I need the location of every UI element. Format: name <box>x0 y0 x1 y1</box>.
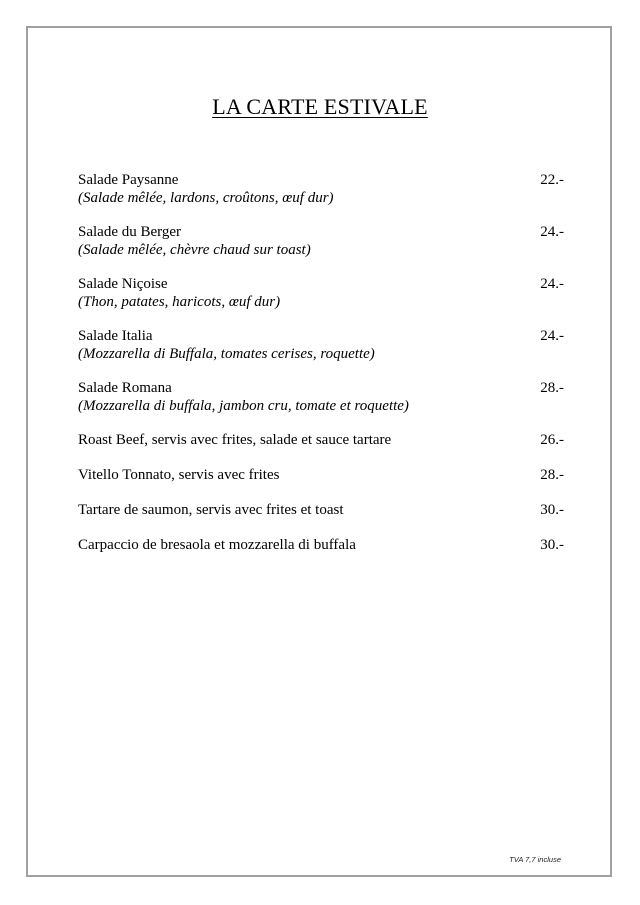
menu-item-salade-nicoise <box>78 275 564 311</box>
item-price: 26.- <box>540 432 564 448</box>
item-name: Carpaccio de bresaola et mozzarella di buffala <box>78 537 356 553</box>
item-name: Tartare de saumon, servis avec frites et toast <box>78 502 344 518</box>
menu-item-carpaccio <box>78 536 564 554</box>
menu-item-salade-romana <box>78 379 564 415</box>
item-name: Salade Italia <box>78 328 153 344</box>
item-description: (Mozzarella di buffala, jambon cru, tomate et roquette) <box>78 398 409 414</box>
item-price: 22.- <box>540 172 564 188</box>
item-description: (Mozzarella di Buffala, tomates cerises, roquette) <box>78 346 375 362</box>
item-price: 24.- <box>540 328 564 344</box>
menu-item-tartare-de-saumon <box>78 501 564 519</box>
item-price: 28.- <box>540 467 564 483</box>
menu-title: LA CARTE ESTIVALE <box>212 94 428 119</box>
menu-item-salade-italia <box>78 327 564 363</box>
item-price: 24.- <box>540 276 564 292</box>
menu-item-salade-paysanne <box>78 171 564 207</box>
item-name: Vitello Tonnato, servis avec frites <box>78 467 280 483</box>
menu-item-salade-du-berger <box>78 223 564 259</box>
vat-footnote: TVA 7,7 incluse <box>509 855 561 864</box>
item-name: Salade du Berger <box>78 224 182 240</box>
item-description: (Salade mêlée, lardons, croûtons, œuf dur) <box>78 190 334 206</box>
item-name: Salade Romana <box>78 380 172 396</box>
menu-item-vitello-tonnato <box>78 466 564 484</box>
item-name: Salade Paysanne <box>78 172 179 188</box>
item-price: 30.- <box>540 537 564 553</box>
item-name: Salade Niçoise <box>78 276 168 292</box>
item-description: (Thon, patates, haricots, œuf dur) <box>78 294 281 310</box>
item-price: 30.- <box>540 502 564 518</box>
item-name: Roast Beef, servis avec frites, salade et sauce tartare <box>78 432 392 448</box>
item-price: 24.- <box>540 224 564 240</box>
item-price: 28.- <box>540 380 564 396</box>
menu-list <box>78 171 564 571</box>
menu-item-roast-beef <box>78 431 564 449</box>
item-description: (Salade mêlée, chèvre chaud sur toast) <box>78 242 311 258</box>
